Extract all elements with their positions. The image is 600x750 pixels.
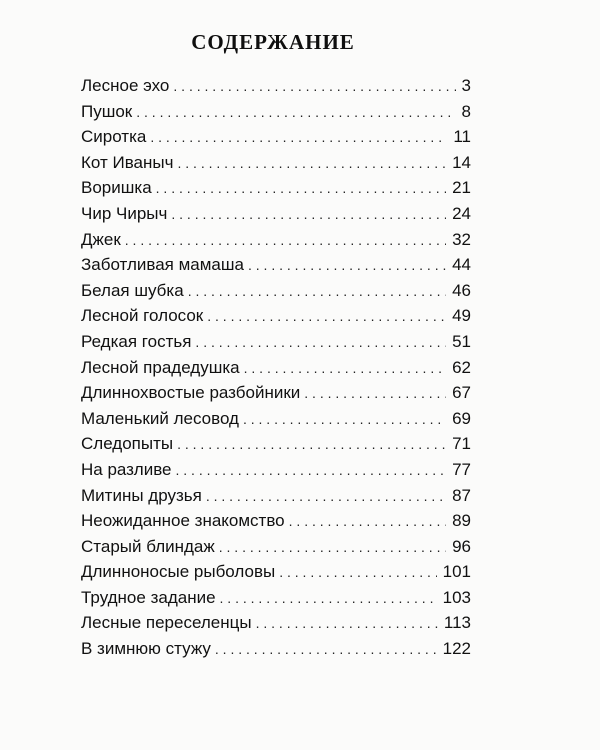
toc-entry [81,610,471,636]
entry-title: Старый блиндаж [81,536,215,556]
entry-title: Заботливая мамаша [81,255,244,275]
entry-title: Лесные переселенцы [81,613,252,633]
toc-entry [81,508,471,534]
toc-entry [81,355,471,381]
entry-page-number: 96 [452,536,471,556]
entry-page-number: 62 [452,357,471,377]
entry-title: Лесной прадедушка [81,357,240,377]
entry-page-number: 21 [452,178,471,198]
toc-entry [81,303,471,329]
table-of-contents [81,73,471,662]
entry-page-number: 69 [452,408,471,428]
dot-leader [156,176,446,202]
entry-page-number: 14 [452,152,471,172]
dot-leader [304,381,446,407]
entry-title: Неожиданное знакомство [81,511,285,531]
entry-page-number: 89 [452,511,471,531]
dot-leader [176,458,447,484]
toc-entry [81,585,471,611]
dot-leader [219,535,446,561]
toc-entry [81,559,471,585]
entry-page-number: 46 [452,280,471,300]
entry-title: Длинноносые рыболовы [81,562,276,582]
entry-title: Длиннохвостые разбойники [81,383,301,403]
entry-page-number: 101 [442,562,471,582]
entry-title: Джек [81,229,121,249]
entry-page-number: 103 [442,587,471,607]
entry-page-number: 8 [461,101,471,121]
dot-leader [173,74,455,100]
toc-entry [81,99,471,125]
toc-entry [81,636,471,662]
dot-leader [188,279,446,305]
entry-title: Редкая гостья [81,331,192,351]
dot-leader [177,432,446,458]
entry-title: Чир Чирыч [81,203,168,223]
toc-entry [81,329,471,355]
dot-leader [177,151,446,177]
dot-leader [207,304,446,330]
entry-title: Маленький лесовод [81,408,239,428]
entry-title: Лесное эхо [81,76,170,95]
entry-page-number: 67 [452,383,471,403]
entry-page-number: 51 [452,331,471,351]
dot-leader [150,125,447,151]
entry-page-number: 3 [461,76,471,95]
toc-entry [81,252,471,278]
toc-entry [81,483,471,509]
toc-entry [81,431,471,457]
page-title: СОДЕРЖАНИЕ [191,30,355,54]
entry-page-number: 122 [442,639,471,659]
entry-page-number: 87 [452,485,471,505]
dot-leader [220,586,437,612]
toc-entry [81,73,471,99]
toc-entry [81,457,471,483]
entry-title: В зимнюю стужу [81,639,211,659]
toc-entry [81,175,471,201]
toc-entry [81,150,471,176]
dot-leader [215,637,437,663]
dot-leader [171,202,446,228]
entry-page-number: 49 [452,306,471,326]
dot-leader [243,407,446,433]
toc-entry [81,380,471,406]
toc-entry [81,227,471,253]
entry-title: Лесной голосок [81,306,204,326]
entry-title: Воришка [81,178,152,198]
dot-leader [195,330,446,356]
dot-leader [244,356,446,382]
entry-page-number: 44 [452,255,471,275]
dot-leader [136,100,455,126]
entry-title: Трудное задание [81,587,216,607]
toc-entry [81,534,471,560]
dot-leader [248,253,446,279]
entry-title: Кот Иваныч [81,152,174,172]
entry-page-number: 77 [452,459,471,479]
dot-leader [289,509,446,535]
dot-leader [206,484,446,510]
entry-title: Сиротка [81,127,147,147]
entry-title: Митины друзья [81,485,202,505]
entry-title: Белая шубка [81,280,184,300]
entry-page-number: 113 [443,613,471,633]
entry-title: Следопыты [81,434,174,454]
entry-title: На разливе [81,459,172,479]
entry-page-number: 11 [453,127,471,147]
dot-leader [279,560,436,586]
toc-entry [81,278,471,304]
entry-page-number: 32 [452,229,471,249]
toc-entry [81,124,471,150]
entry-page-number: 71 [452,434,471,454]
dot-leader [256,611,438,637]
dot-leader [125,228,446,254]
entry-page-number: 24 [452,203,471,223]
toc-entry [81,406,471,432]
toc-entry [81,201,471,227]
entry-title: Пушок [81,101,133,121]
